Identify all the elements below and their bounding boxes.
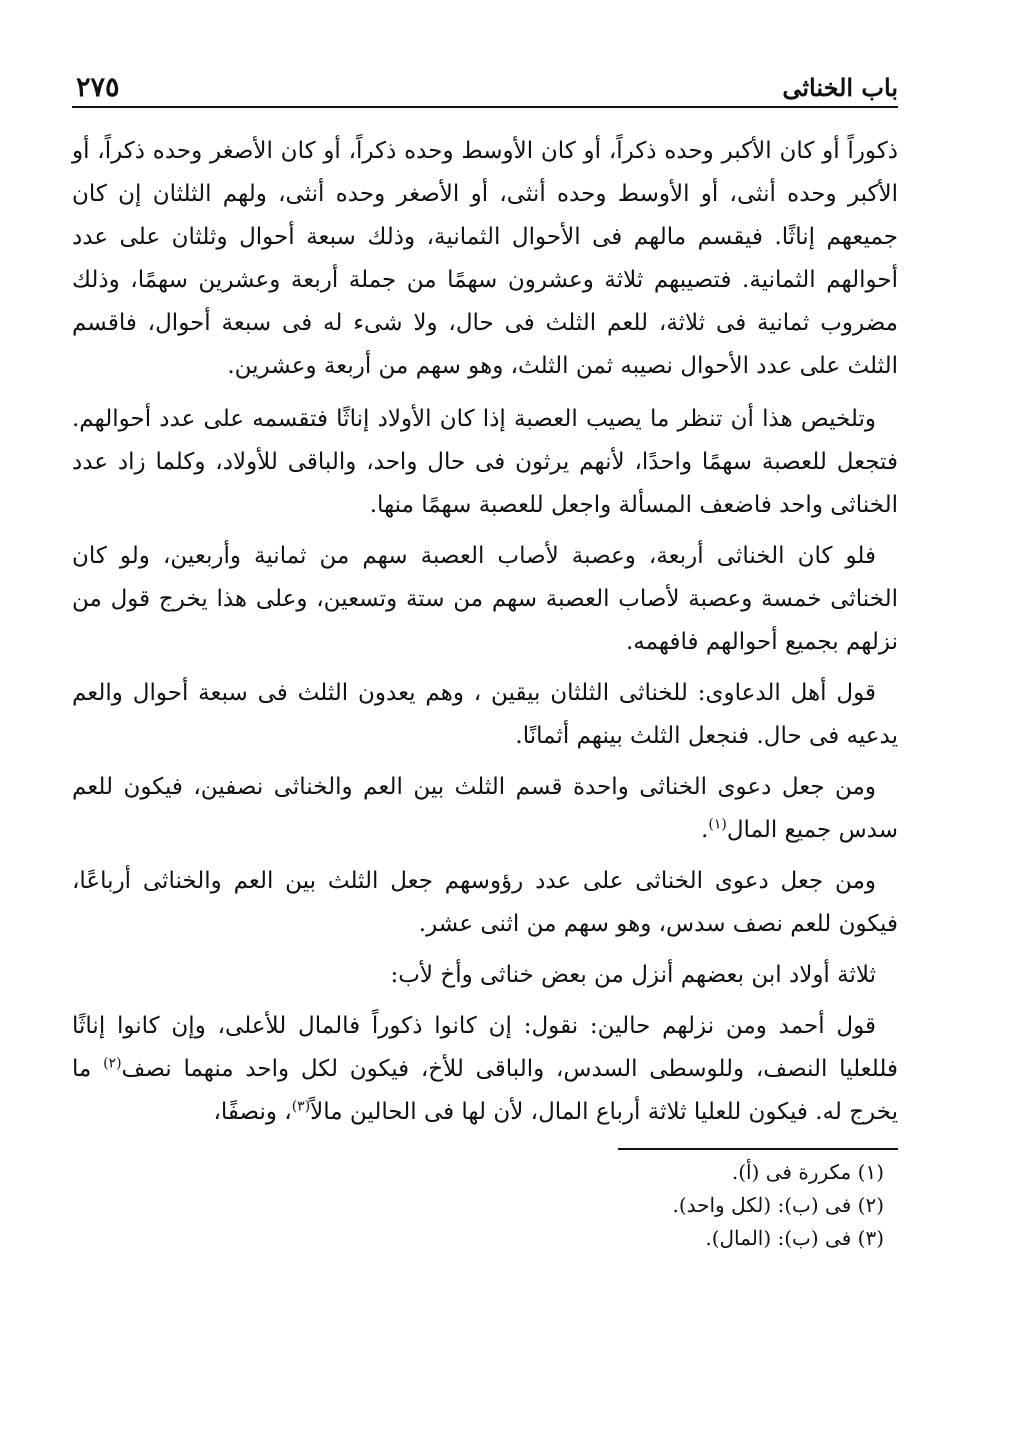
footnote-ref-3: (٣): [291, 1098, 311, 1115]
paragraph-5-end: .: [701, 817, 709, 843]
header-rule: [72, 106, 898, 108]
footnote-ref-2: (٢): [103, 1055, 122, 1072]
paragraph-6: ومن جعل دعوى الخناثى على عدد رؤوسهم جعل الثلث بين العم والخناثى أرباعًا، فيكون للعم نصف سدس، وهو سهم من اثنى عشر.: [72, 868, 898, 937]
paragraph-2: وتلخيص هذا أن تنظر ما يصيب العصبة إذا كان الأولاد إناثًا فتقسمه على عدد أحوالهم. فتجعل للعصبة سهمًا واحدًا، لأنهم يرثون فى حال واحد، والباقى للأولاد، وكلما زاد عدد الخناثى واحد فاضعف المسألة واجعل للعصبة سهمًا منها.: [72, 406, 898, 518]
footnote-2: (٢) فى (ب): (لكل واحد).: [672, 1193, 884, 1217]
page-number: ٢٧٥: [76, 72, 120, 103]
paragraph-5: [72, 766, 898, 852]
paragraph-1: ذكوراً أو كان الأكبر وحده ذكراً، أو كان الأوسط وحده ذكراً، أو كان الأصغر وحده ذكراً، أو الأكبر وحده أنثى، أو الأوسط وحده أنثى، أو الأصغر وحده أنثى، ولهم الثلثان إن كان جميعهم إناثًا. فيقسم مالهم فى الأحوال الثمانية، وذلك سبعة أحوال وثلثان على عدد أحوالهم الثمانية. فتصيبهم ثلاثة وعشرون سهمًا من جملة أربعة وعشرين سهمًا، وذلك مضروب ثمانية فى ثلاثة، للعم الثلث فى حال، ولا شىء له فى سبعة أحوال، فاقسم الثلث على عدد الأحوال نصيبه ثمن الثلث، وهو سهم من أربعة وعشرين.: [72, 138, 898, 379]
paragraph-4: قول أهل الدعاوى: للخناثى الثلثان بيقين ، وهم يعدون الثلث فى سبعة أحوال والعم يدعيه فى حال. فنجعل الثلث بينهم أثمانًا.: [72, 680, 898, 749]
footnotes: [72, 1156, 884, 1255]
footnote-3: (٣) فى (ب): (المال).: [705, 1226, 884, 1250]
footnote-rule: [618, 1148, 898, 1150]
book-page: [72, 62, 898, 1450]
body-text: [72, 130, 898, 1134]
page-header: [72, 62, 898, 112]
footnote-1: (١) مكررة فى (أ).: [731, 1160, 884, 1184]
paragraph-5-text: ومن جعل دعوى الخناثى واحدة قسم الثلث بين العم والخناثى نصفين، فيكون للعم سدس جميع المال: [72, 774, 898, 843]
paragraph-3: فلو كان الخناثى أربعة، وعصبة لأصاب العصبة سهم من ثمانية وأربعين، ولو كان الخناثى خمسة وعصبة لأصاب العصبة سهم من ستة وتسعين، وعلى هذا يخرج قول من نزلهم بجميع أحوالهم فافهمه.: [72, 543, 898, 655]
footnote-ref-1: (١): [708, 816, 727, 833]
paragraph-8-end: ، ونصفًا،: [213, 1099, 292, 1125]
chapter-title: باب الخناثى: [782, 73, 898, 102]
paragraph-8-text-b: ما يخرج له. فيكون للعليا ثلاثة أرباع المال، لأن لها فى الحالين مالاً: [72, 1056, 898, 1125]
paragraph-7: ثلاثة أولاد ابن بعضهم أنزل من بعض خناثى وأخ لأب:: [390, 962, 876, 988]
paragraph-8-text-a: قول أحمد ومن نزلهم حالين: نقول: إن كانوا ذكوراً فالمال للأعلى، وإن كانوا إناثًا فللعليا النصف، وللوسطى السدس، والباقى للأخ، فيكون لكل واحد منهما نصف: [72, 1013, 899, 1082]
paragraph-8: [72, 1005, 898, 1134]
